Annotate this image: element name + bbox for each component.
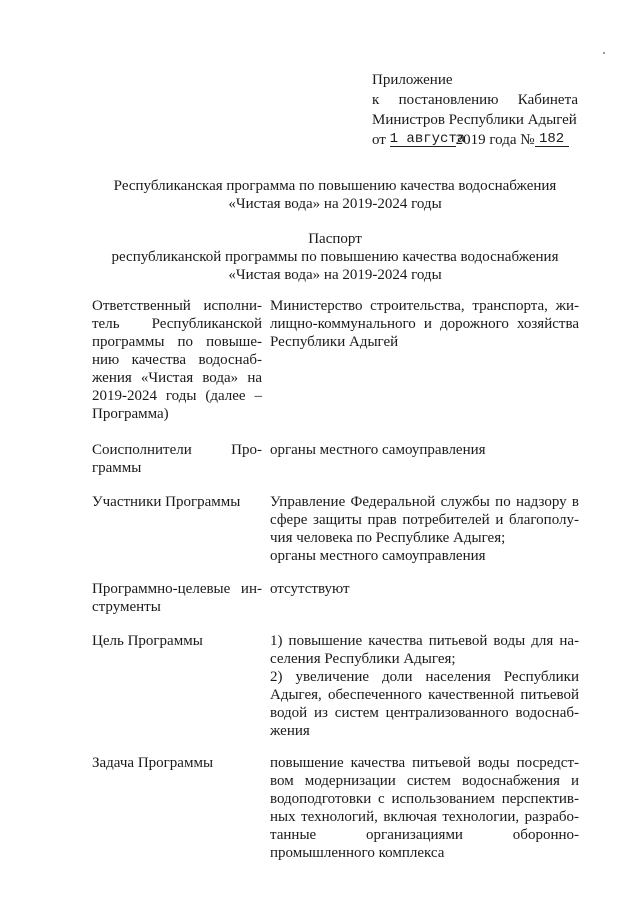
- row-label: Ответственный исполни-тель Республиканской программы по повыше-нию качества водоснаб-жения «Чистая вода» на 2019-2024 годы (далее – Программа): [92, 298, 262, 422]
- row-value-paragraph: отсутствуют: [270, 581, 350, 597]
- number-fill: 182: [535, 132, 569, 147]
- appendix-word-resolution: постановлению: [398, 92, 499, 108]
- appendix-resolution-line: [372, 90, 578, 110]
- row-value-paragraph: Министерство строительства, транспорта, жи-лищно-коммунального и дорожного хозяйства Республики Адыгей: [270, 298, 579, 350]
- passport-heading: Паспорт: [308, 231, 362, 247]
- appendix-from: от: [372, 132, 386, 148]
- appendix-ministers-line: Министров Республики Адыгей: [372, 112, 577, 128]
- program-title-line-2: «Чистая вода» на 2019-2024 годы: [228, 196, 442, 212]
- row-label: Цель Программы: [92, 633, 203, 649]
- date-fill: 1 августа: [389, 131, 466, 147]
- appendix-year: 2019 года №: [455, 132, 535, 148]
- appendix-word-k: к: [372, 92, 380, 108]
- row-label: Программно-целевые ин-струменты: [92, 581, 262, 615]
- appendix-block: [372, 70, 578, 150]
- passport-heading-block: [60, 230, 610, 284]
- row-value-paragraph: органы местного самоуправления: [270, 548, 486, 564]
- row-value-paragraph: органы местного самоуправления: [270, 442, 486, 458]
- row-value-paragraph: 1) повышение качества питьевой воды для на-селения Республики Адыгея;: [270, 633, 579, 667]
- row-value-paragraph: повышение качества питьевой воды посредст-вом модернизации систем водоснабжения и водоподготовки с использованием перспектив-ных технологий, включая технологии, разрабо-танные организациями оборонно-промышленного комплекса: [270, 755, 579, 861]
- row-value: [270, 493, 579, 565]
- appendix-word-cabinet: Кабинета: [517, 92, 578, 108]
- scan-speck: [603, 52, 605, 54]
- program-title-line-1: Республиканская программа по повышению качества водоснабжения: [113, 178, 557, 194]
- row-label: Задача Программы: [92, 755, 214, 771]
- program-title: [60, 177, 610, 213]
- row-value: [270, 754, 579, 862]
- appendix-date-line: [372, 130, 578, 150]
- row-value: [270, 580, 579, 598]
- row-value: [270, 632, 579, 740]
- row-value: [270, 441, 579, 459]
- passport-subtitle-line-1: республиканской программы по повышению качества водоснабжения: [111, 249, 559, 265]
- passport-subtitle-line-2: «Чистая вода» на 2019-2024 годы: [228, 267, 442, 283]
- appendix-title: Приложение: [372, 72, 453, 88]
- row-label: Участники Программы: [92, 494, 241, 510]
- row-value-paragraph: 2) увеличение доли населения Республики Адыгея, обеспеченного качественной питьевой водой из систем централизованного водоснаб-жения: [270, 669, 579, 739]
- row-value-paragraph: Управление Федеральной службы по надзору в сфере защиты прав потребителей и благополу-чия человека по Республике Адыгея;: [270, 494, 579, 546]
- row-value: [270, 297, 579, 351]
- row-label: Соисполнители Про-граммы: [92, 442, 262, 476]
